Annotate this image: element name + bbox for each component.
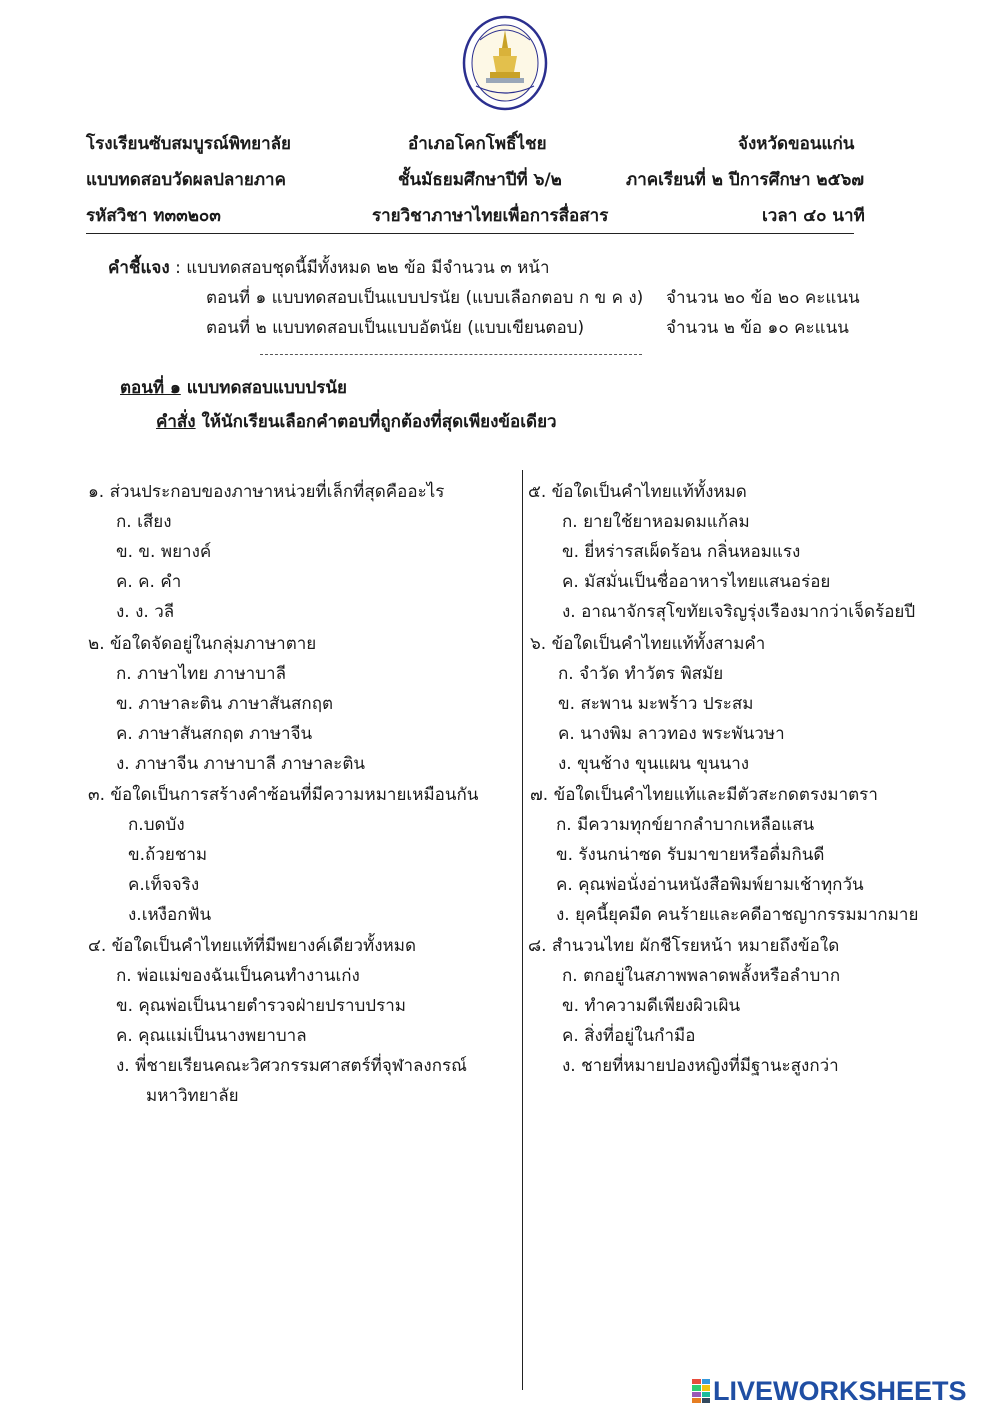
province-name: จังหวัดขอนแก่น	[738, 134, 855, 154]
q2-option-d[interactable]: ง. ภาษาจีน ภาษาบาลี ภาษาละติน	[116, 754, 365, 774]
subject-code: รหัสวิชา ท๓๓๒๐๓	[86, 206, 221, 226]
question-6: ๖. ข้อใดเป็นคำไทยแท้ทั้งสามคำ	[530, 634, 766, 654]
q1-option-d[interactable]: ง. ง. วลี	[116, 602, 175, 622]
question-1: ๑. ส่วนประกอบของภาษาหน่วยที่เล็กที่สุดคืออะไร	[88, 482, 445, 502]
q8-option-c[interactable]: ค. สิ่งที่อยู่ในกำมือ	[562, 1026, 696, 1046]
part1-count: จำนวน ๒๐ ข้อ ๒๐ คะแนน	[666, 288, 860, 308]
section-title-rest: แบบทดสอบแบบปรนัย	[180, 378, 347, 398]
question-2: ๒. ข้อใดจัดอยู่ในกลุ่มภาษาตาย	[88, 634, 317, 654]
section-title-label: ตอนที่ ๑	[120, 378, 181, 398]
school-name: โรงเรียนซับสมบูรณ์พิทยาลัย	[86, 134, 291, 154]
term-year: ภาคเรียนที่ ๒ ปีการศึกษา ๒๕๖๗	[626, 170, 865, 190]
school-seal-logo	[462, 14, 548, 112]
section-title	[120, 374, 347, 401]
q4-option-a[interactable]: ก. พ่อแม่ของฉันเป็นคนทำงานเก่ง	[116, 966, 360, 986]
liveworksheets-text: LIVEWORKSHEETS	[713, 1375, 967, 1406]
q4-option-d-continued: มหาวิทยาลัย	[146, 1086, 239, 1106]
part2-description: ตอนที่ ๒ แบบทดสอบเป็นแบบอัตนัย (แบบเขียนตอบ)	[206, 318, 585, 338]
logo-square	[702, 1392, 711, 1397]
dashed-separator	[260, 354, 642, 355]
section-order	[156, 408, 557, 435]
q7-option-b[interactable]: ข. รังนกน่าซด รับมาขายหรือดื่มกินดี	[556, 845, 825, 865]
q7-option-c[interactable]: ค. คุณพ่อนั่งอ่านหนังสือพิมพ์ยามเช้าทุกวัน	[556, 875, 864, 895]
q8-option-d[interactable]: ง. ชายที่หมายปองหญิงที่มีฐานะสูงกว่า	[562, 1056, 839, 1076]
logo-square	[692, 1385, 701, 1390]
q7-option-d[interactable]: ง. ยุคนี้ยุคมืด คนร้ายและคดีอาชญากรรมมากมาย	[556, 905, 919, 925]
question-4: ๔. ข้อใดเป็นคำไทยแท้ที่มีพยางค์เดียวทั้งหมด	[88, 936, 416, 956]
q5-option-b[interactable]: ข. ยี่หร่ารสเผ็ดร้อน กลิ่นหอมแรง	[562, 542, 801, 562]
q4-option-d[interactable]: ง. พี่ชายเรียนคณะวิศวกรรมศาสตร์ที่จุฬาลงกรณ์	[116, 1056, 467, 1076]
q1-option-a[interactable]: ก. เสียง	[116, 512, 172, 532]
q2-option-b[interactable]: ข. ภาษาละติน ภาษาสันสกฤต	[116, 694, 334, 714]
q2-option-c[interactable]: ค. ภาษาสันสกฤต ภาษาจีน	[116, 724, 313, 744]
q3-option-d[interactable]: ง.เหงือกฟัน	[128, 905, 212, 925]
q4-option-c[interactable]: ค. คุณแม่เป็นนางพยาบาล	[116, 1026, 307, 1046]
header-divider	[86, 233, 854, 234]
logo-square	[702, 1398, 711, 1403]
q2-option-a[interactable]: ก. ภาษาไทย ภาษาบาลี	[116, 664, 286, 684]
logo-square	[692, 1392, 701, 1397]
q7-option-a[interactable]: ก. มีความทุกข์ยากลำบากเหลือแสน	[556, 815, 815, 835]
logo-square	[702, 1379, 711, 1384]
instructions-label: คำชี้แจง	[108, 258, 170, 278]
section-order-rest: ให้นักเรียนเลือกคำตอบที่ถูกต้องที่สุดเพียงข้อเดียว	[195, 412, 557, 432]
logo-square	[692, 1398, 701, 1403]
exam-title: แบบทดสอบวัดผลปลายภาค	[86, 170, 286, 190]
section-order-label: คำสั่ง	[156, 412, 196, 432]
q3-option-b[interactable]: ข.ถ้วยชาม	[128, 845, 208, 865]
question-3: ๓. ข้อใดเป็นการสร้างคำซ้อนที่มีความหมายเหมือนกัน	[88, 785, 479, 805]
logo-square	[692, 1379, 701, 1384]
q8-option-a[interactable]: ก. ตกอยู่ในสภาพพลาดพลั้งหรือลำบาก	[562, 966, 841, 986]
q5-option-a[interactable]: ก. ยายใช้ยาหอมดมแก้ลม	[562, 512, 750, 532]
instructions-line	[108, 254, 550, 281]
district-name: อำเภอโคกโพธิ์ไชย	[408, 134, 547, 154]
q6-option-b[interactable]: ข. สะพาน มะพร้าว ประสม	[558, 694, 754, 714]
question-7: ๗. ข้อใดเป็นคำไทยแท้และมีตัวสะกดตรงมาตรา	[530, 785, 878, 805]
part1-description: ตอนที่ ๑ แบบทดสอบเป็นแบบปรนัย (แบบเลือกตอบ ก ข ค ง)	[206, 288, 644, 308]
q1-option-b[interactable]: ข. ข. พยางค์	[116, 542, 212, 562]
liveworksheets-watermark[interactable]	[692, 1376, 967, 1406]
instructions-text: : แบบทดสอบชุดนี้มีทั้งหมด ๒๒ ข้อ มีจำนวน ๓ หน้า	[169, 258, 550, 278]
q4-option-b[interactable]: ข. คุณพ่อเป็นนายตำรวจฝ่ายปราบปราม	[116, 996, 406, 1016]
q3-option-c[interactable]: ค.เท็จจริง	[128, 875, 200, 895]
part2-count: จำนวน ๒ ข้อ ๑๐ คะแนน	[666, 318, 849, 338]
q6-option-d[interactable]: ง. ขุนช้าง ขุนแผน ขุนนาง	[558, 754, 750, 774]
q6-option-c[interactable]: ค. นางพิม ลาวทอง พระพันวษา	[558, 724, 785, 744]
q6-option-a[interactable]: ก. จำวัด ทำวัตร พิสมัย	[558, 664, 724, 684]
q5-option-d[interactable]: ง. อาณาจักรสุโขทัยเจริญรุ่งเรืองมากว่าเจ็ดร้อยปี	[562, 602, 916, 622]
subject-name: รายวิชาภาษาไทยเพื่อการสื่อสาร	[372, 206, 609, 226]
question-8: ๘. สำนวนไทย ผักชีโรยหน้า หมายถึงข้อใด	[528, 936, 840, 956]
q5-option-c[interactable]: ค. มัสมั่นเป็นชื่ออาหารไทยแสนอร่อย	[562, 572, 831, 592]
logo-square	[702, 1385, 711, 1390]
exam-time: เวลา ๔๐ นาที	[762, 206, 865, 226]
q8-option-b[interactable]: ข. ทำความดีเพียงผิวเผิน	[562, 996, 741, 1016]
grade-level: ชั้นมัธยมศึกษาปีที่ ๖/๒	[398, 170, 562, 190]
column-divider	[522, 470, 523, 1390]
q1-option-c[interactable]: ค. ค. คำ	[116, 572, 182, 592]
liveworksheets-logo-icon	[692, 1379, 710, 1403]
question-5: ๕. ข้อใดเป็นคำไทยแท้ทั้งหมด	[528, 482, 747, 502]
q3-option-a[interactable]: ก.บดบัง	[128, 815, 185, 835]
